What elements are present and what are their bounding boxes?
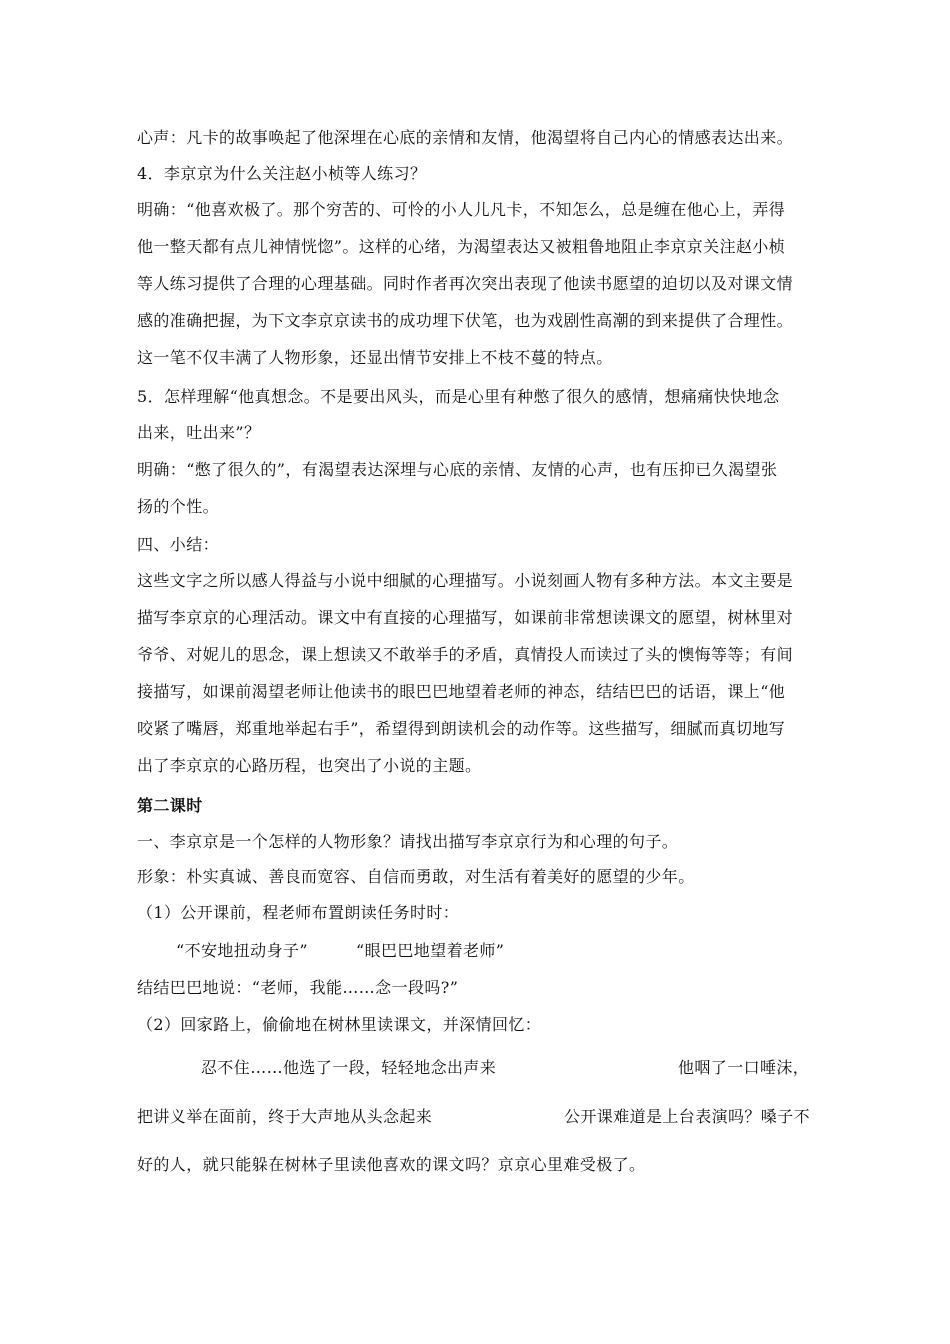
- fragment-line: 忍不住……他选了一段，轻轻地念出声来: [201, 1058, 497, 1077]
- summary-heading: 四、小结：: [137, 535, 220, 554]
- paragraph-line: 描写李京京的心理活动。课文中有直接的心理描写，如课前非常想读课文的愿望，树林里对: [137, 608, 794, 627]
- section-heading: 第二课时: [137, 796, 203, 815]
- paragraph-line: 出来，吐出来”？: [137, 423, 261, 442]
- paragraph-line: 好的人，就只能躲在树林子里读他喜欢的课文吗？京京心里难受极了。: [137, 1155, 646, 1174]
- paragraph-line: 爷爷、对妮儿的思念，课上想读又不敢举手的矛盾，真情投人而读过了头的懊悔等等；有间: [137, 645, 794, 664]
- paragraph-line: 感的准确把握，为下文李京京读书的成功埋下伏笔，也为戏剧性高潮的到来提供了合理性。: [137, 311, 794, 330]
- question-line: 一、李京京是一个怎样的人物形象？请找出描写李京京行为和心理的句子。: [137, 832, 679, 851]
- fragment-line: 把讲义举在面前，终于大声地从头念起来: [137, 1107, 433, 1126]
- item-1-line: （1）公开课前，程老师布置朗读任务时时：: [137, 903, 460, 922]
- paragraph-line: 出了李京京的心路历程，也突出了小说的主题。: [137, 756, 482, 775]
- stammer-line: 结结巴巴地说：“老师，我能……念一段吗?”: [137, 978, 459, 997]
- item-2-line: （2）回家路上，偷偷地在树林里读课文，并深情回忆：: [137, 1015, 542, 1034]
- paragraph-line: 明确：“他喜欢极了。那个穷苦的、可怜的小人儿凡卡，不知怎么，总是缠在他心上，弄得: [137, 200, 786, 219]
- paragraph-line: 等人练习提供了合理的心理基础。同时作者再次突出表现了他读书愿望的迫切以及对课文情: [137, 274, 794, 293]
- paragraph-line: 明确：“憋了很久的”，有渴望表达深埋与心底的亲情、友情的心声，也有压抑已久渴望张: [137, 460, 778, 479]
- question-5: 5．怎样理解“他真想念。不是要出风头，而是心里有种憋了很久的感情，想痛痛快快地念: [137, 387, 780, 406]
- paragraph-line: 心声：凡卡的故事唤起了他深埋在心底的亲情和友情，他渴望将自己内心的情感表达出来。: [137, 128, 794, 147]
- paragraph-line: 咬紧了嘴唇，郑重地举起右手”，希望得到朗读机会的动作等。这些描写，细腻而真切地写: [137, 719, 786, 738]
- question-4: 4．李京京为什么关注赵小桢等人练习？: [137, 164, 427, 183]
- paragraph-line: 这一笔不仅丰满了人物形象，还显出情节安排上不枝不蔓的特点。: [137, 348, 613, 367]
- quote-left: “不安地扭动身子”: [176, 941, 308, 960]
- fragment-line: 他咽了一口唾沫，: [678, 1058, 810, 1077]
- paragraph-line: 接描写，如课前渴望老师让他读书的眼巴巴地望着老师的神态，结结巴巴的话语，课上“他: [137, 682, 786, 701]
- paragraph-line: 这些文字之所以感人得益与小说中细腻的心理描写。小说刻画人物有多种方法。本文主要是: [137, 571, 794, 590]
- paragraph-line: 形象：朴实真诚、善良而宽容、自信而勇敢，对生活有着美好的愿望的少年。: [137, 867, 695, 886]
- paragraph-line: 他一整天都有点儿神情恍惚”。这样的心绪，为渴望表达又被粗鲁地阻止李京京关注赵小桢: [137, 237, 786, 256]
- paragraph-line: 扬的个性。: [137, 497, 220, 516]
- quote-right: “眼巴巴地望着老师”: [356, 941, 505, 960]
- fragment-line: 公开课难道是上台表演吗？嗓子不: [564, 1107, 811, 1126]
